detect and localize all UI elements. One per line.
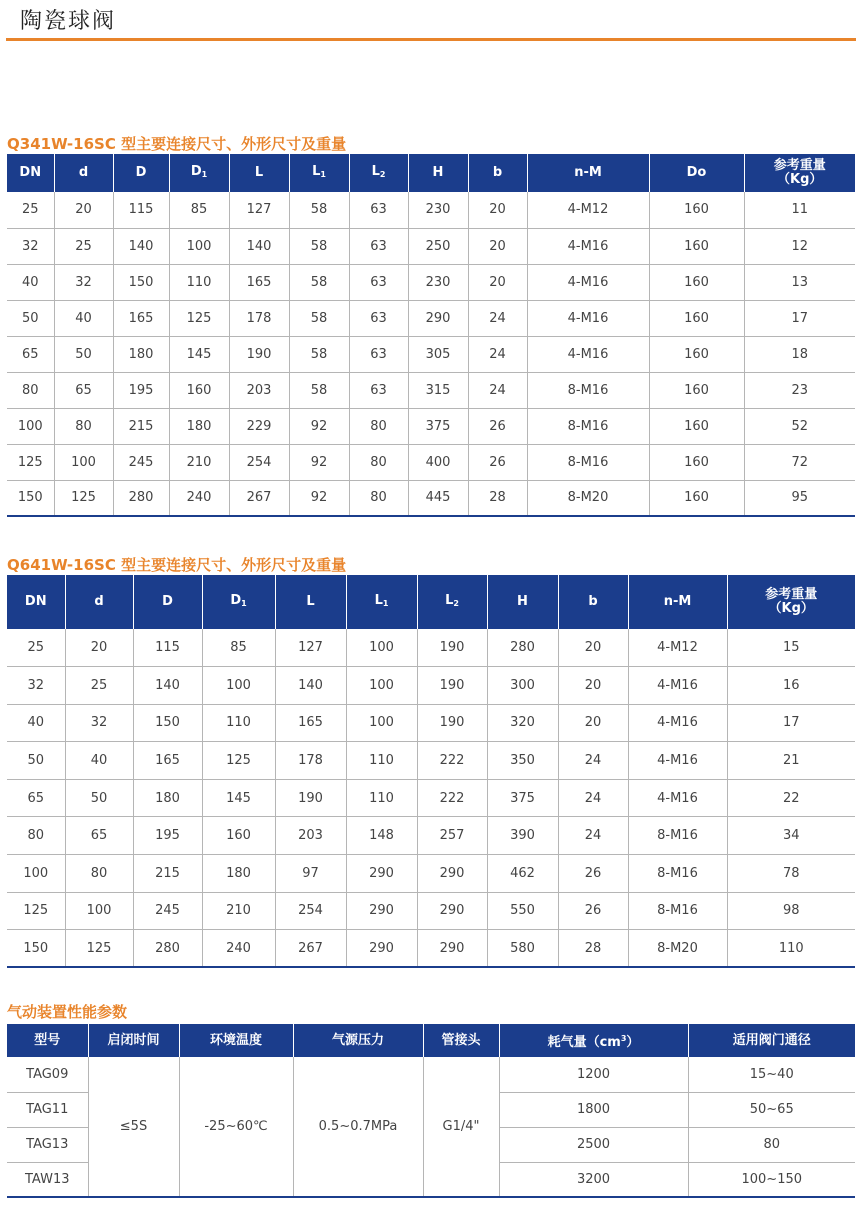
column-header: $D_1$ <box>169 154 229 192</box>
table-cell: 80 <box>54 408 113 444</box>
table-cell: 280 <box>113 480 169 516</box>
table-cell: 165 <box>275 704 346 742</box>
table-cell: 4-M16 <box>527 264 649 300</box>
column-header: b <box>468 154 527 192</box>
title-divider <box>6 38 856 41</box>
table-cell: 140 <box>133 667 202 705</box>
table-cell: 125 <box>169 300 229 336</box>
table-cell: 80 <box>349 444 408 480</box>
table-cell: 215 <box>133 855 202 893</box>
table-cell: 160 <box>169 372 229 408</box>
table-cell: 215 <box>113 408 169 444</box>
table-cell: 13 <box>744 264 855 300</box>
table-cell: 78 <box>727 855 855 893</box>
table3-title: 气动装置性能参数 <box>7 1003 128 1021</box>
table-row <box>7 192 855 228</box>
table-row <box>7 629 855 667</box>
column-header: $L_1$ <box>289 154 349 192</box>
table-cell: 65 <box>7 336 54 372</box>
table-cell: 20 <box>558 667 628 705</box>
table-cell: 230 <box>408 264 468 300</box>
table-cell: 140 <box>275 667 346 705</box>
table-cell: 24 <box>468 372 527 408</box>
column-header: L <box>229 154 289 192</box>
table-cell: 100 <box>7 408 54 444</box>
table-cell: 18 <box>744 336 855 372</box>
table-cell: 290 <box>417 892 487 930</box>
table-cell: 28 <box>468 480 527 516</box>
table-cell: 100 <box>346 629 417 667</box>
table-cell: 17 <box>744 300 855 336</box>
table-cell: 375 <box>408 408 468 444</box>
table-cell: 100 <box>54 444 113 480</box>
table-row <box>7 930 855 968</box>
table-cell: 20 <box>65 629 133 667</box>
column-header: 参考重量 （Kg） <box>744 154 855 192</box>
table1-title: Q341W-16SC 型主要连接尺寸、外形尺寸及重量 <box>7 135 347 153</box>
table-cell: 190 <box>417 667 487 705</box>
table-cell: 8-M16 <box>527 408 649 444</box>
table-row <box>7 704 855 742</box>
table-cell: 40 <box>65 742 133 780</box>
table3-header-row <box>7 1024 855 1057</box>
table-cell: 110 <box>727 930 855 968</box>
table-cell: 100 <box>202 667 275 705</box>
table-cell: 240 <box>169 480 229 516</box>
table-row <box>7 480 855 516</box>
table-cell: 195 <box>113 372 169 408</box>
table-cell: 80 <box>65 855 133 893</box>
table-cell: 267 <box>275 930 346 968</box>
table-cell: 24 <box>558 742 628 780</box>
table-cell: 25 <box>54 228 113 264</box>
header-valve-size: 适用阀门通径 <box>688 1024 855 1057</box>
table-cell: 203 <box>275 817 346 855</box>
table-cell: 85 <box>169 192 229 228</box>
table-cell: 125 <box>7 444 54 480</box>
table-cell: 240 <box>202 930 275 968</box>
table-cell: 32 <box>7 667 65 705</box>
table-cell: 190 <box>229 336 289 372</box>
header-air-consumption: 耗气量$(cm^3)$ <box>499 1024 688 1057</box>
table-cell: 4-M16 <box>628 779 727 817</box>
table-cell: 245 <box>133 892 202 930</box>
table-cell: 203 <box>229 372 289 408</box>
air-consumption-cell: 1200 <box>499 1057 688 1092</box>
table-cell: 145 <box>169 336 229 372</box>
table-cell: 160 <box>649 480 744 516</box>
column-header: $L_2$ <box>349 154 408 192</box>
table-cell: 24 <box>558 817 628 855</box>
column-header: n-M <box>527 154 649 192</box>
table-cell: 100 <box>7 855 65 893</box>
table-cell: 257 <box>417 817 487 855</box>
table-cell: 160 <box>649 372 744 408</box>
table-cell: 15 <box>727 629 855 667</box>
table-cell: 222 <box>417 742 487 780</box>
table-cell: 110 <box>346 742 417 780</box>
header-open-close-time: 启闭时间 <box>88 1024 179 1057</box>
table-cell: 65 <box>65 817 133 855</box>
table-cell: 125 <box>54 480 113 516</box>
table-row <box>7 667 855 705</box>
table-cell: 150 <box>7 480 54 516</box>
table-cell: 8-M16 <box>628 817 727 855</box>
table-row <box>7 264 855 300</box>
table-cell: 4-M16 <box>628 667 727 705</box>
table-cell: 40 <box>54 300 113 336</box>
table-cell: 8-M20 <box>527 480 649 516</box>
table-cell: 4-M16 <box>628 704 727 742</box>
column-header: d <box>65 575 133 629</box>
model-cell: TAG11 <box>7 1092 88 1127</box>
table-cell: 72 <box>744 444 855 480</box>
table-cell: 26 <box>558 892 628 930</box>
table-cell: 63 <box>349 336 408 372</box>
valve-size-cell: 15~40 <box>688 1057 855 1092</box>
table-cell: 20 <box>558 629 628 667</box>
table-cell: 25 <box>7 192 54 228</box>
table-cell: 58 <box>289 192 349 228</box>
table-cell: 210 <box>202 892 275 930</box>
table-cell: 17 <box>727 704 855 742</box>
table-cell: 190 <box>275 779 346 817</box>
table2-header-row <box>7 575 855 629</box>
table-cell: 24 <box>468 336 527 372</box>
table-cell: 290 <box>346 892 417 930</box>
table-cell: 24 <box>468 300 527 336</box>
table-cell: 110 <box>346 779 417 817</box>
table-cell: 100 <box>346 704 417 742</box>
table-cell: 25 <box>65 667 133 705</box>
table-cell: 50 <box>65 779 133 817</box>
q641w-dimension-table <box>7 575 855 968</box>
table-cell: 160 <box>649 336 744 372</box>
table-cell: 250 <box>408 228 468 264</box>
table-cell: 290 <box>346 855 417 893</box>
table-cell: 58 <box>289 336 349 372</box>
table-cell: 165 <box>229 264 289 300</box>
table-cell: 127 <box>229 192 289 228</box>
table-cell: 26 <box>558 855 628 893</box>
table-cell: 32 <box>54 264 113 300</box>
table-cell: 580 <box>487 930 558 968</box>
table-cell: 20 <box>558 704 628 742</box>
table-cell: 190 <box>417 704 487 742</box>
table-cell: 180 <box>113 336 169 372</box>
table-cell: 22 <box>727 779 855 817</box>
table-cell: 140 <box>113 228 169 264</box>
table-cell: 125 <box>202 742 275 780</box>
table-row <box>7 892 855 930</box>
table-cell: 125 <box>7 892 65 930</box>
table-cell: 92 <box>289 444 349 480</box>
page-title: 陶瓷球阀 <box>20 9 117 34</box>
column-header: n-M <box>628 575 727 629</box>
table-cell: 80 <box>349 408 408 444</box>
table-cell: 50 <box>54 336 113 372</box>
column-header: DN <box>7 575 65 629</box>
table-cell: 100 <box>169 228 229 264</box>
table-cell: 190 <box>417 629 487 667</box>
table-cell: 115 <box>133 629 202 667</box>
table-cell: 65 <box>54 372 113 408</box>
table-cell: 63 <box>349 192 408 228</box>
table-cell: 4-M16 <box>527 300 649 336</box>
table-cell: 95 <box>744 480 855 516</box>
table-cell: 115 <box>113 192 169 228</box>
table-row <box>7 372 855 408</box>
table-cell: 65 <box>7 779 65 817</box>
table-row <box>7 444 855 480</box>
table-cell: 63 <box>349 372 408 408</box>
model-cell: TAG09 <box>7 1057 88 1092</box>
valve-size-cell: 50~65 <box>688 1092 855 1127</box>
table-cell: 8-M16 <box>527 444 649 480</box>
table-cell: 400 <box>408 444 468 480</box>
table-cell: 20 <box>468 228 527 264</box>
column-header: D <box>113 154 169 192</box>
table-cell: 245 <box>113 444 169 480</box>
air-consumption-cell: 3200 <box>499 1162 688 1197</box>
column-header: Do <box>649 154 744 192</box>
table-row <box>7 779 855 817</box>
table-cell: 229 <box>229 408 289 444</box>
table-cell: 32 <box>65 704 133 742</box>
table-cell: 160 <box>649 264 744 300</box>
table-cell: 290 <box>346 930 417 968</box>
table-cell: 290 <box>408 300 468 336</box>
table-cell: 11 <box>744 192 855 228</box>
table-cell: 160 <box>649 408 744 444</box>
table2-title: Q641W-16SC 型主要连接尺寸、外形尺寸及重量 <box>7 556 347 574</box>
table-cell: 8-M16 <box>628 892 727 930</box>
model-cell: TAW13 <box>7 1162 88 1197</box>
table-cell: 12 <box>744 228 855 264</box>
column-header: L <box>275 575 346 629</box>
table-cell: 8-M16 <box>527 372 649 408</box>
air-consumption-cell: 1800 <box>499 1092 688 1127</box>
table-cell: 98 <box>727 892 855 930</box>
table1-header-row <box>7 154 855 192</box>
table-row <box>7 336 855 372</box>
table-cell: 50 <box>7 742 65 780</box>
table-cell: 140 <box>229 228 289 264</box>
table-cell: 305 <box>408 336 468 372</box>
table-row <box>7 408 855 444</box>
table-cell: 40 <box>7 264 54 300</box>
table-cell: 85 <box>202 629 275 667</box>
table-cell: 180 <box>202 855 275 893</box>
table-cell: 280 <box>487 629 558 667</box>
table-cell: 52 <box>744 408 855 444</box>
table-cell: 150 <box>7 930 65 968</box>
valve-size-cell: 80 <box>688 1127 855 1162</box>
table-cell: 390 <box>487 817 558 855</box>
table-cell: 222 <box>417 779 487 817</box>
table-row <box>7 300 855 336</box>
table-row <box>7 855 855 893</box>
table-cell: 210 <box>169 444 229 480</box>
table-cell: 28 <box>558 930 628 968</box>
table-cell: 26 <box>468 408 527 444</box>
table-cell: 160 <box>649 300 744 336</box>
table-cell: 80 <box>7 372 54 408</box>
table-cell: 63 <box>349 300 408 336</box>
table-cell: 97 <box>275 855 346 893</box>
pneumatic-performance-table <box>7 1024 855 1198</box>
table-cell: 58 <box>289 372 349 408</box>
table-cell: 50 <box>7 300 54 336</box>
table-cell: 110 <box>202 704 275 742</box>
table-cell: 254 <box>229 444 289 480</box>
table-cell: 24 <box>558 779 628 817</box>
column-header: 参考重量 （Kg） <box>727 575 855 629</box>
column-header: b <box>558 575 628 629</box>
table-cell: 110 <box>169 264 229 300</box>
open-close-time-cell: ≤5S <box>88 1057 179 1197</box>
air-pressure-cell: 0.5~0.7MPa <box>293 1057 423 1197</box>
header-model: 型号 <box>7 1024 88 1057</box>
table-cell: 25 <box>7 629 65 667</box>
table-cell: 160 <box>649 192 744 228</box>
table-row <box>7 228 855 264</box>
table-cell: 40 <box>7 704 65 742</box>
column-header: $D_1$ <box>202 575 275 629</box>
column-header: D <box>133 575 202 629</box>
table-cell: 20 <box>468 264 527 300</box>
table-cell: 230 <box>408 192 468 228</box>
table-cell: 290 <box>417 930 487 968</box>
table-cell: 145 <box>202 779 275 817</box>
pipe-joint-cell: G1/4" <box>423 1057 499 1197</box>
table-cell: 375 <box>487 779 558 817</box>
valve-size-cell: 100~150 <box>688 1162 855 1197</box>
table-cell: 160 <box>649 444 744 480</box>
column-header: DN <box>7 154 54 192</box>
table-row <box>7 742 855 780</box>
table-row <box>7 1057 855 1092</box>
table-cell: 100 <box>346 667 417 705</box>
table-cell: 445 <box>408 480 468 516</box>
table-cell: 178 <box>229 300 289 336</box>
table-cell: 21 <box>727 742 855 780</box>
table-cell: 100 <box>65 892 133 930</box>
table-cell: 350 <box>487 742 558 780</box>
table-cell: 8-M20 <box>628 930 727 968</box>
table-cell: 165 <box>133 742 202 780</box>
header-air-pressure: 气源压力 <box>293 1024 423 1057</box>
table-cell: 150 <box>133 704 202 742</box>
table-cell: 320 <box>487 704 558 742</box>
table-cell: 127 <box>275 629 346 667</box>
table-cell: 195 <box>133 817 202 855</box>
table-cell: 300 <box>487 667 558 705</box>
table-cell: 4-M16 <box>527 228 649 264</box>
table-cell: 150 <box>113 264 169 300</box>
table-cell: 178 <box>275 742 346 780</box>
table-cell: 160 <box>202 817 275 855</box>
table-cell: 315 <box>408 372 468 408</box>
table-cell: 32 <box>7 228 54 264</box>
table-cell: 26 <box>468 444 527 480</box>
ambient-temp-cell: -25~60℃ <box>179 1057 293 1197</box>
table-cell: 23 <box>744 372 855 408</box>
air-consumption-cell: 2500 <box>499 1127 688 1162</box>
header-ambient-temp: 环境温度 <box>179 1024 293 1057</box>
table-cell: 267 <box>229 480 289 516</box>
table-cell: 254 <box>275 892 346 930</box>
header-pipe-joint: 管接头 <box>423 1024 499 1057</box>
table-cell: 34 <box>727 817 855 855</box>
q341w-dimension-table <box>7 154 855 517</box>
table-cell: 20 <box>468 192 527 228</box>
table-cell: 462 <box>487 855 558 893</box>
model-cell: TAG13 <box>7 1127 88 1162</box>
table-cell: 8-M16 <box>628 855 727 893</box>
table-cell: 280 <box>133 930 202 968</box>
table-cell: 92 <box>289 480 349 516</box>
column-header: H <box>408 154 468 192</box>
table-cell: 16 <box>727 667 855 705</box>
table-cell: 63 <box>349 228 408 264</box>
table-row <box>7 817 855 855</box>
column-header: $L_1$ <box>346 575 417 629</box>
table-cell: 160 <box>649 228 744 264</box>
table-cell: 58 <box>289 264 349 300</box>
table-cell: 58 <box>289 228 349 264</box>
table-cell: 125 <box>65 930 133 968</box>
table-cell: 20 <box>54 192 113 228</box>
table-cell: 550 <box>487 892 558 930</box>
table-cell: 4-M16 <box>628 742 727 780</box>
table-cell: 63 <box>349 264 408 300</box>
table-cell: 148 <box>346 817 417 855</box>
table-cell: 180 <box>169 408 229 444</box>
column-header: $L_2$ <box>417 575 487 629</box>
table-cell: 165 <box>113 300 169 336</box>
table-cell: 4-M12 <box>628 629 727 667</box>
column-header: d <box>54 154 113 192</box>
table-cell: 180 <box>133 779 202 817</box>
column-header: H <box>487 575 558 629</box>
table-cell: 4-M12 <box>527 192 649 228</box>
table-cell: 290 <box>417 855 487 893</box>
table-cell: 80 <box>349 480 408 516</box>
table-cell: 58 <box>289 300 349 336</box>
table-cell: 92 <box>289 408 349 444</box>
table-cell: 4-M16 <box>527 336 649 372</box>
table-cell: 80 <box>7 817 65 855</box>
